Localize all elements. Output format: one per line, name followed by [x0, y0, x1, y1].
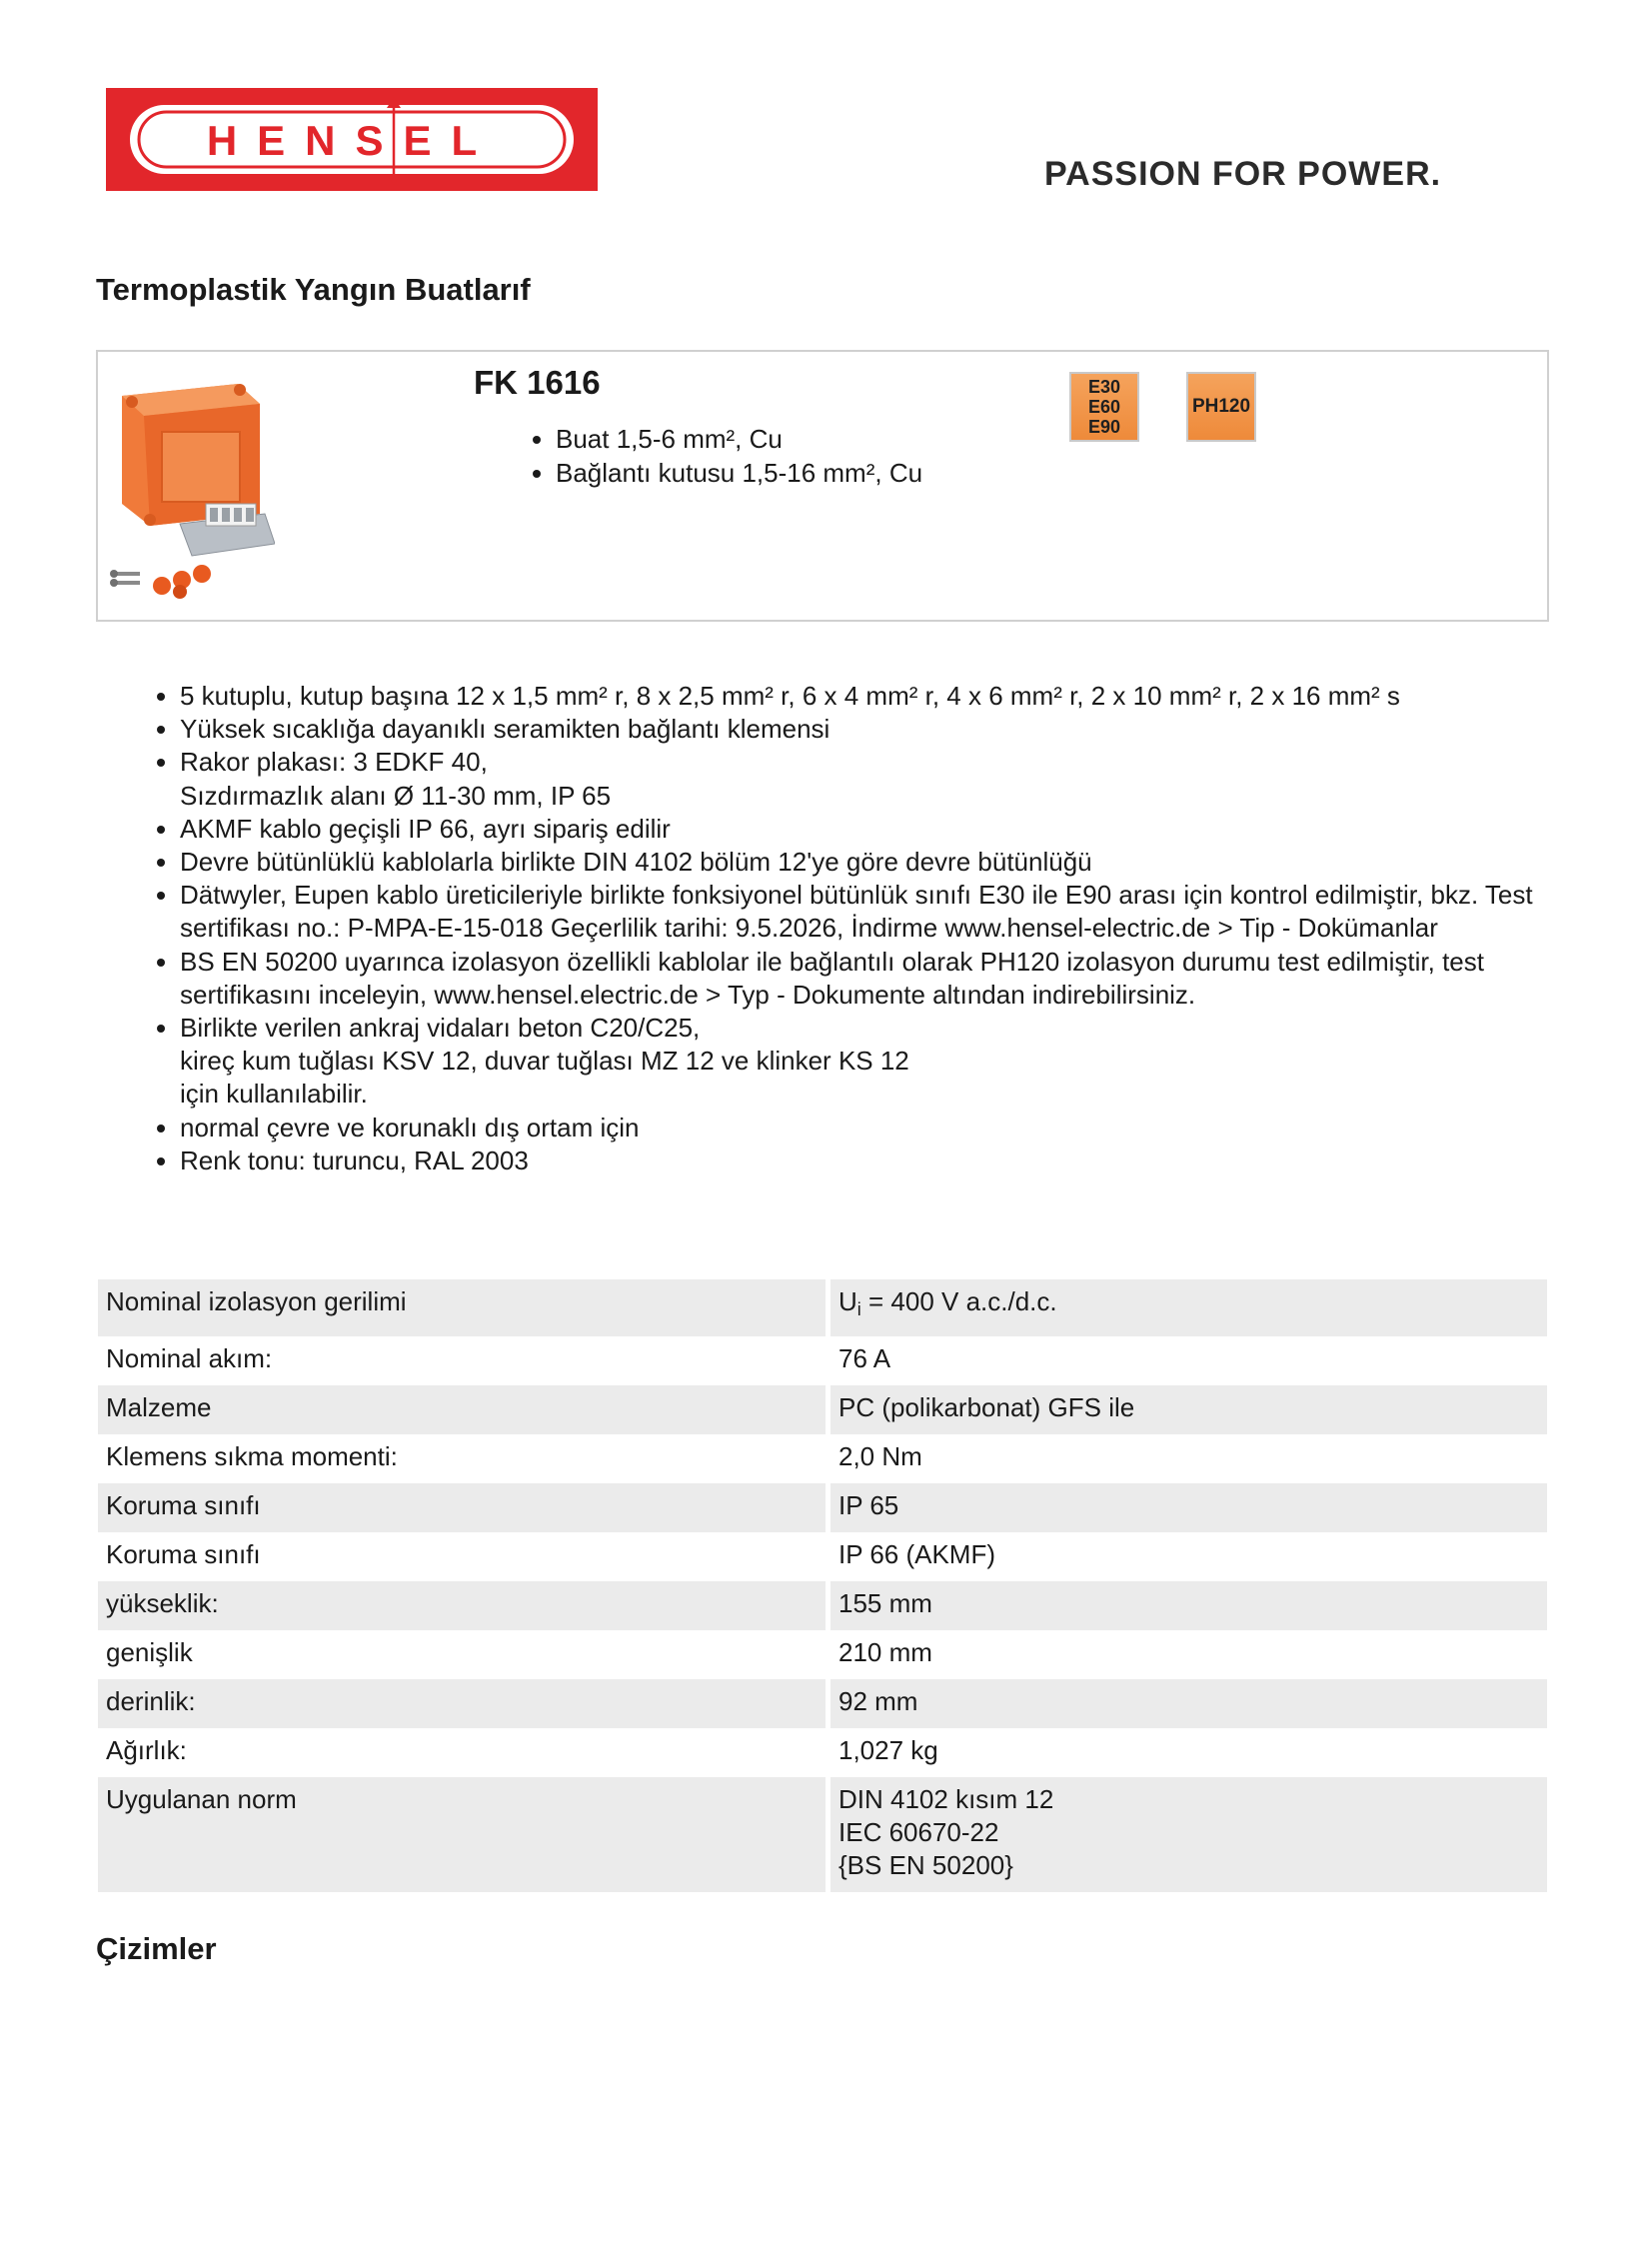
- spec-label: Malzeme: [98, 1385, 830, 1434]
- spec-value: 92 mm: [830, 1679, 1547, 1728]
- spec-value: IP 65: [830, 1483, 1547, 1532]
- list-item: • 5 kutuplu, kutup başına 12 x 1,5 mm² r, 8 x 2,5 mm² r, 6 x 4 mm² r, 4 x 6 mm² r, 2 x 10 mm² r, 2 x 16 mm² s: [180, 680, 1579, 713]
- drawings-heading: Çizimler: [96, 1931, 217, 1966]
- list-item: • Renk tonu: turuncu, RAL 2003: [180, 1144, 1579, 1177]
- feature-list: [150, 680, 1579, 1177]
- spec-label: Koruma sınıfı: [98, 1532, 830, 1581]
- spec-label: derinlik:: [98, 1679, 830, 1728]
- spec-value: PC (polikarbonat) GFS ile: [830, 1385, 1547, 1434]
- table-row: [98, 1336, 1547, 1385]
- spec-label: Nominal akım:: [98, 1336, 830, 1385]
- table-row: [98, 1630, 1547, 1679]
- list-item: • Buat 1,5-6 mm², Cu: [556, 422, 922, 456]
- spec-value: 1,027 kg: [838, 1735, 938, 1765]
- spec-value: 155 mm: [830, 1581, 1547, 1630]
- list-item: • Yüksek sıcaklığa dayanıklı seramikten bağlantı klemensi: [180, 713, 1579, 746]
- list-item: • AKMF kablo geçişli IP 66, ayrı sipariş edilir: [180, 813, 1579, 846]
- table-row: [98, 1434, 1547, 1483]
- table-row: [98, 1777, 1547, 1892]
- spec-value: [830, 1279, 1547, 1336]
- voltage-symbol: U: [838, 1286, 857, 1316]
- spec-value: 76 A: [838, 1343, 891, 1373]
- spec-label: Koruma sınıfı: [98, 1483, 830, 1532]
- table-row: [98, 1679, 1547, 1728]
- fire-rating-badge: E30 E60 E90: [1069, 372, 1139, 442]
- table-row: [98, 1581, 1547, 1630]
- list-item: • BS EN 50200 uyarınca izolasyon özellikli kablolar ile bağlantılı olarak PH120 izolasyon durumu test edilmiştir, test sertifikasını inceleyin, www.hensel.electric.de > Typ - Dokumente altından indirebilirsiniz.: [180, 946, 1579, 1012]
- spec-label: Uygulanan norm: [98, 1777, 830, 1892]
- list-item: • Dätwyler, Eupen kablo üreticileriyle birlikte fonksiyonel bütünlük sınıfı E30 ile E90 arası için kontrol edilmiştir, bkz. Test sertifikası no.: P-MPA-E-15-018 Geçerlilik tarihi: 9.5.2026, İndirme www.hensel-electric.de > Tip - Dokümanlar: [180, 879, 1579, 945]
- spec-label: genişlik: [98, 1630, 830, 1679]
- table-row: [98, 1385, 1547, 1434]
- spec-value: 210 mm: [838, 1637, 932, 1667]
- product-name: FK 1616: [474, 364, 601, 401]
- tagline: PASSION FOR POWER.: [1044, 155, 1442, 193]
- spec-label: Nominal izolasyon gerilimi: [98, 1279, 830, 1336]
- list-item: • Bağlantı kutusu 1,5-16 mm², Cu: [556, 456, 922, 490]
- spec-value: DIN 4102 kısım 12 IEC 60670-22 {BS EN 50200}: [830, 1777, 1547, 1892]
- product-highlights: [526, 422, 922, 490]
- page-title: Termoplastik Yangın Buatlarıf: [96, 272, 531, 307]
- spec-value: IP 66 (AKMF): [838, 1539, 996, 1569]
- table-row: [98, 1483, 1547, 1532]
- spec-label: yükseklik:: [98, 1581, 830, 1630]
- voltage-subscript: i: [856, 1299, 861, 1319]
- spec-label: Ağırlık:: [98, 1728, 830, 1777]
- list-item: • Devre bütünlüklü kablolarla birlikte DIN 4102 bölüm 12'ye göre devre bütünlüğü: [180, 846, 1579, 879]
- hensel-logo: [106, 88, 598, 191]
- product-card: [96, 350, 1549, 622]
- table-row: [98, 1532, 1547, 1581]
- ph120-badge: PH120: [1186, 372, 1256, 442]
- voltage-value: = 400 V a.c./d.c.: [860, 1286, 1057, 1316]
- product-image: [110, 374, 275, 599]
- list-item: • normal çevre ve korunaklı dış ortam için: [180, 1112, 1579, 1144]
- table-row: [98, 1728, 1547, 1777]
- spec-label: Klemens sıkma momenti:: [98, 1434, 830, 1483]
- table-row: [98, 1279, 1547, 1336]
- list-item: • Rakor plakası: 3 EDKF 40, Sızdırmazlık alanı Ø 11-30 mm, IP 65: [180, 746, 1579, 812]
- specs-table: [98, 1279, 1547, 1892]
- spec-value: 2,0 Nm: [838, 1441, 922, 1471]
- logo-wordmark: HENSEL: [206, 117, 498, 164]
- list-item: • Birlikte verilen ankraj vidaları beton C20/C25, kireç kum tuğlası KSV 12, duvar tuğlası MZ 12 ve klinker KS 12 için kullanılabilir.: [180, 1012, 1579, 1112]
